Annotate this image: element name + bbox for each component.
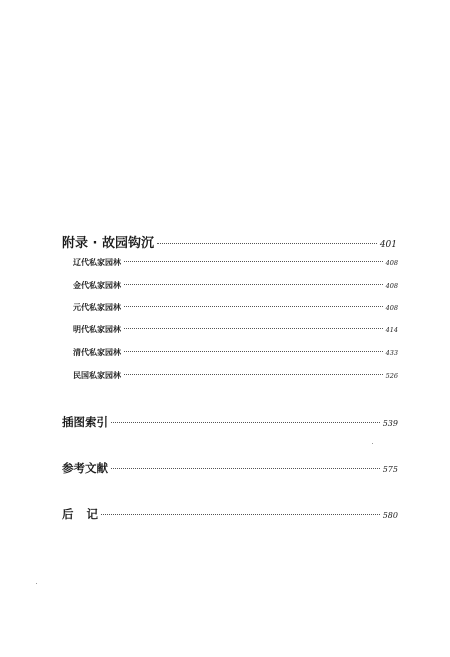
toc-sub-entry-page: 408 <box>385 304 398 312</box>
toc-section-page: 575 <box>382 465 398 474</box>
toc-section-page: 539 <box>382 419 398 428</box>
toc-appendix-page: 401 <box>379 240 397 250</box>
toc-section-title <box>62 506 98 522</box>
toc-sub-entry-page: 408 <box>385 259 398 267</box>
dot-leader <box>124 351 383 352</box>
toc-sub-entry <box>73 280 398 291</box>
scan-speck <box>372 443 373 444</box>
dot-leader <box>111 468 380 469</box>
toc-sub-entry <box>73 324 398 335</box>
toc-sub-entry-page: 408 <box>385 282 398 290</box>
dot-leader <box>111 422 380 423</box>
dot-leader <box>101 514 380 515</box>
scan-speck <box>36 583 37 584</box>
afterword-char: 后 <box>62 507 74 521</box>
toc-afterword-row <box>62 506 398 522</box>
dot-leader <box>124 284 383 285</box>
toc-sub-entry-title: 元代私家园林 <box>73 303 121 312</box>
dot-leader <box>157 243 377 244</box>
dot-leader <box>124 261 383 262</box>
toc-section-title: 参考文献 <box>62 461 108 475</box>
toc-appendix-title: 附录 · 故园钩沉 <box>62 236 154 251</box>
toc-sub-entry <box>73 257 398 268</box>
toc-sub-entry <box>73 302 398 313</box>
toc-references-row <box>62 460 398 476</box>
toc-illustration-index-row <box>62 414 398 430</box>
toc-section-page: 580 <box>382 511 398 520</box>
toc-sub-entry-title: 民国私家园林 <box>73 371 121 380</box>
toc-sub-entry <box>73 370 398 381</box>
toc-sub-entry-title: 明代私家园林 <box>73 325 121 334</box>
toc-sub-entry-page: 526 <box>385 372 398 380</box>
toc-sub-entry-page: 433 <box>385 349 398 357</box>
toc-sub-entry-title: 辽代私家园林 <box>73 258 121 267</box>
afterword-char: 记 <box>86 507 98 521</box>
toc-sub-entry-title: 清代私家园林 <box>73 348 121 357</box>
toc-sub-entry-page: 414 <box>385 326 398 334</box>
toc-sub-entry <box>73 347 398 358</box>
dot-leader <box>124 328 383 329</box>
toc-section-title: 插图索引 <box>62 415 108 429</box>
dot-leader <box>124 374 383 375</box>
toc-appendix-row <box>62 232 397 251</box>
toc-sub-entry-title: 金代私家园林 <box>73 281 121 290</box>
dot-leader <box>124 306 383 307</box>
